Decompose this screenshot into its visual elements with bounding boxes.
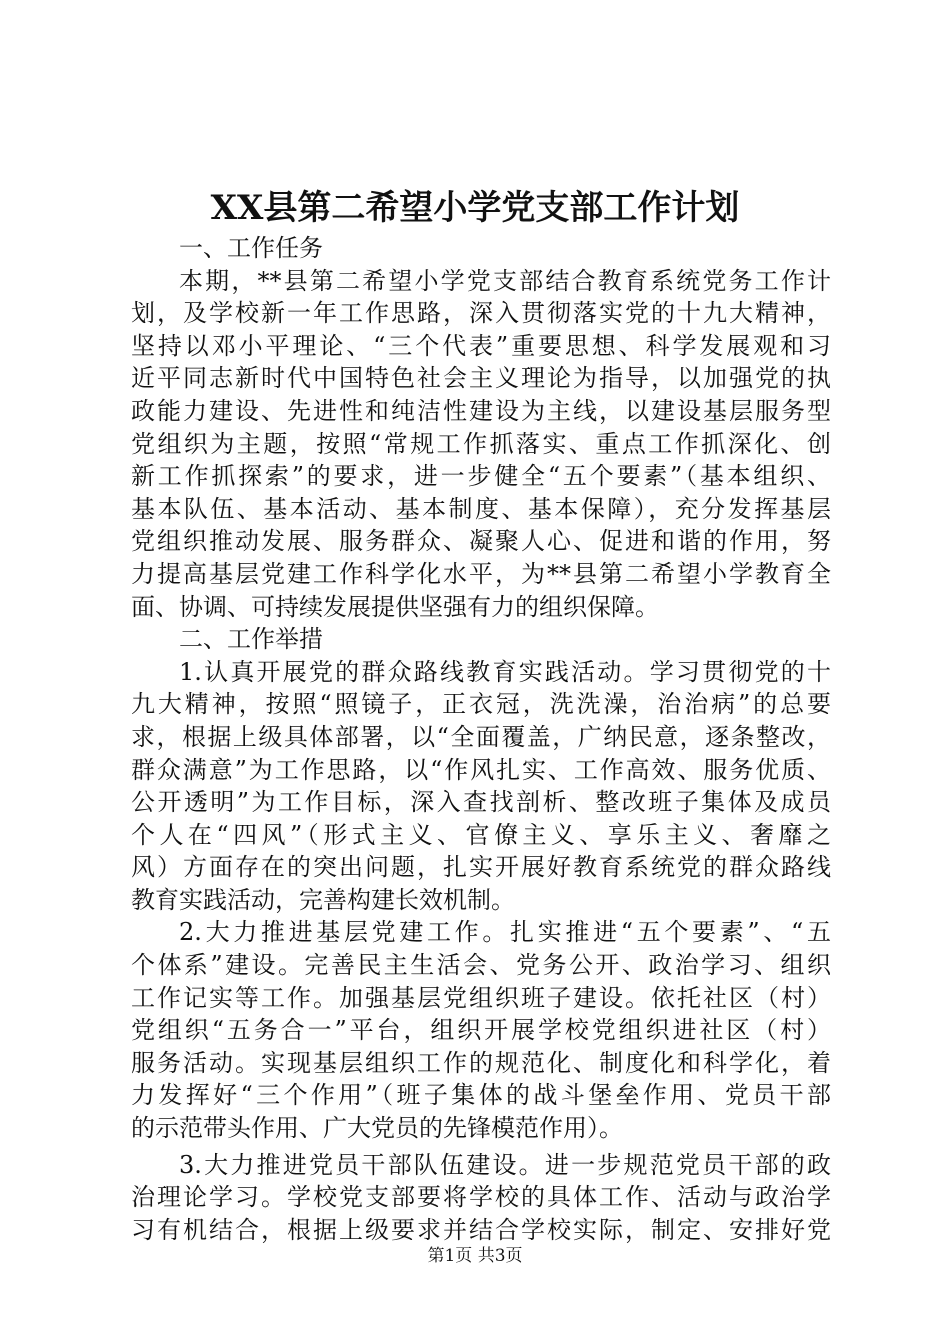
text-line: 习有机结合，根据上级要求并结合学校实际，制定、安排好党 (131, 1215, 831, 1244)
text-line: 1.认真开展党的群众路线教育实践活动。学习贯彻党的十 (179, 657, 831, 686)
text-line: 政能力建设、先进性和纯洁性建设为主线，以建设基层服务型 (131, 396, 831, 425)
text-line: 党组织推动发展、服务群众、凝聚人心、促进和谐的作用，努 (131, 527, 831, 556)
text-line: 近平同志新时代中国特色社会主义理论为指导，以加强党的执 (131, 364, 831, 393)
text-line: 群众满意”为工作思路，以“作风扎实、工作高效、服务优质、 (131, 755, 831, 784)
section-heading: 一、工作任务 (179, 234, 323, 262)
text-line: 党组织“五务合一”平台，组织开展学校党组织进社区（村） (131, 1016, 831, 1045)
document-title: XX县第二希望小学党支部工作计划 (210, 188, 740, 228)
text-line: 服务活动。实现基层组织工作的规范化、制度化和科学化，着 (131, 1048, 831, 1077)
text-line: 的示范带头作用、广大党员的先锋模范作用）。 (131, 1114, 623, 1143)
text-line: 公开透明”为工作目标，深入查找剖析、整改班子集体及成员 (131, 788, 831, 817)
text-line: 工作记实等工作。加强基层党组织班子建设。依托社区（村） (131, 983, 831, 1012)
text-line: 求，根据上级具体部署，以“全面覆盖，广纳民意，逐条整改， (131, 722, 831, 751)
text-line: 力提高基层党建工作科学化水平，为**县第二希望小学教育全 (131, 559, 831, 588)
text-line: 划，及学校新一年工作思路，深入贯彻落实党的十九大精神， (131, 299, 831, 328)
text-line: 个人在“四风”（形式主义、官僚主义、享乐主义、奢靡之 (131, 820, 831, 849)
text-line: 九大精神，按照“照镜子，正衣冠，洗洗澡，治治病”的总要 (131, 690, 831, 719)
text-line: 2.大力推进基层党建工作。扎实推进“五个要素”、“五 (179, 918, 831, 947)
text-line: 力发挥好“三个作用”（班子集体的战斗堡垒作用、党员干部 (131, 1081, 831, 1110)
document-body (131, 232, 831, 1246)
text-line: 基本队伍、基本活动、基本制度、基本保障），充分发挥基层 (131, 494, 831, 523)
text-line: 新工作抓探索”的要求，进一步健全“五个要素”（基本组织、 (131, 462, 831, 491)
text-line: 风）方面存在的突出问题，扎实开展好教育系统党的群众路线 (131, 853, 831, 882)
section-heading: 二、工作举措 (179, 625, 323, 654)
text-line: 治理论学习。学校党支部要将学校的具体工作、活动与政治学 (131, 1183, 831, 1212)
page-footer: 第1页 共3页 (427, 1246, 523, 1266)
text-line: 教育实践活动，完善构建长效机制。 (131, 885, 515, 914)
text-line: 3.大力推进党员干部队伍建设。进一步规范党员干部的政 (179, 1150, 831, 1179)
text-line: 个体系”建设。完善民主生活会、党务公开、政治学习、组织 (131, 951, 831, 980)
text-line: 面、协调、可持续发展提供坚强有力的组织保障。 (131, 592, 659, 621)
text-line: 党组织为主题，按照“常规工作抓落实、重点工作抓深化、创 (131, 429, 831, 458)
text-line: 坚持以邓小平理论、“三个代表”重要思想、科学发展观和习 (131, 331, 831, 360)
text-line: 本期，**县第二希望小学党支部结合教育系统党务工作计 (179, 266, 831, 295)
